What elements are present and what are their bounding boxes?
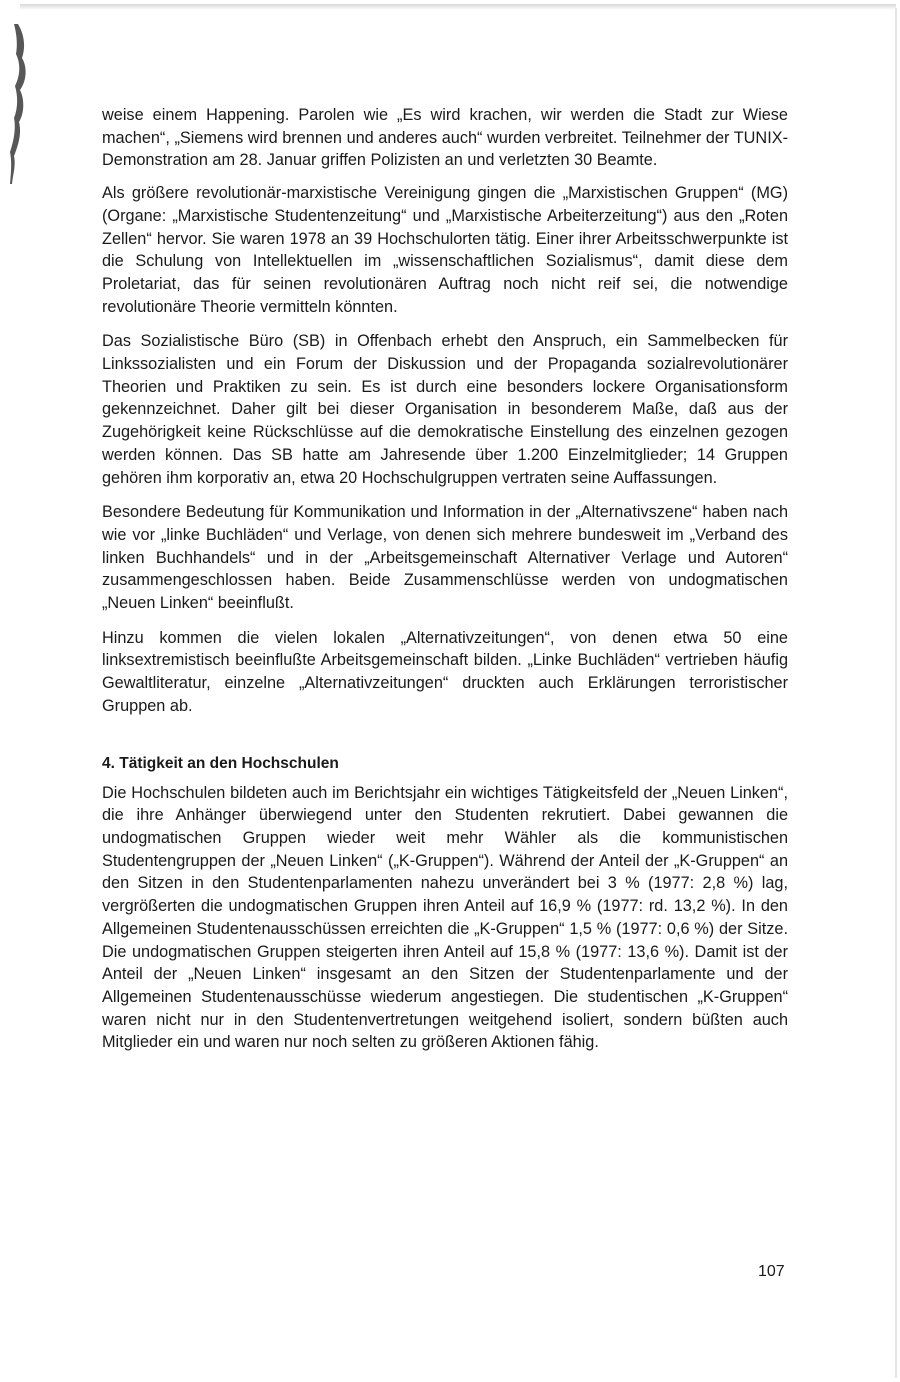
page-number: 107: [758, 1263, 785, 1280]
paragraph-hochschulen: Die Hochschulen bildeten auch im Berichtsjahr ein wichtiges Tätigkeitsfeld der „Neuen Linken“, die ihre Anhänger überwiegend unter den Studenten rekrutiert. Dabei gewannen die undogmatischen Gruppen wieder weit mehr Wähler als die kommunistischen Studentengruppen der „Neuen Linken“ („K-Gruppen“). Während der Anteil der „K-Gruppen“ an den Sitzen in den Studentenparlamenten nahezu unverändert bei 3 % (1977: 2,8 %) lag, vergrößerten die undogmatischen Gruppen ihren Anteil auf 16,9 % (1977: rd. 13,2 %). In den Allgemeinen Studentenausschüssen erreichten die „K-Gruppen“ 1,5 % (1977: 0,6 %) der Sitze. Die undogmatischen Gruppen steigerten ihren Anteil auf 15,8 % (1977: 13,6 %). Damit ist der Anteil der „Neuen Linken“ insgesamt an den Sitzen der Studentenparlamente und der Allgemeinen Studentenausschüsse wiederum angestiegen. Die studentischen „K-Gruppen“ waren nicht nur in den Studentenvertretungen weitgehend isoliert, sondern büßten auch Mitglieder ein und waren nur noch selten zu größeren Aktionen fähig.: [102, 783, 788, 1052]
paragraph-alternativzeitungen: Hinzu kommen die vielen lokalen „Alternativzeitungen“, von denen etwa 50 eine linksextremistisch beeinflußte Arbeitsgemeinschaft bilden. „Linke Buchläden“ vertrieben häufig Gewaltliteratur, einzelne „Alternativzeitungen“ druckten auch Erklärungen terroristischer Gruppen ab.: [102, 628, 788, 715]
body-text: [102, 104, 788, 1066]
binding-artifact-mark: [6, 24, 28, 184]
scan-right-edge: [895, 8, 897, 1378]
section-heading: 4. Tätigkeit an den Hochschulen: [102, 754, 339, 772]
scan-top-edge-shadow: [20, 4, 896, 10]
paragraph-alternativszene: Besondere Bedeutung für Kommunikation und Information in der „Alternativszene“ haben nach wie vor „linke Buchläden“ und Verlage, von denen sich mehrere bundesweit im „Verband des linken Buchhandels“ und in der „Arbeitsgemeinschaft Alternativer Verlage und Autoren“ zusammengeschlossen haben. Beide Zusammenschlüsse werden von undogmatischen „Neuen Linken“ beeinflußt.: [102, 503, 788, 613]
paragraph-sozialistisches-buero: Das Sozialistische Büro (SB) in Offenbach erhebt den Anspruch, ein Sammelbecken für Linkssozialisten und ein Forum der Diskussion und der Propaganda sozialrevolutionärer Theorien und Praktiken zu sein. Es ist durch eine besonders lockere Organisationsform gekennzeichnet. Daher gilt bei dieser Organisation in besonderem Maße, daß aus der Zugehörigkeit keine Rückschlüsse auf die demokratische Einstellung des einzelnen gezogen werden können. Das SB hatte am Jahresende über 1.200 Einzelmitglieder; 14 Gruppen gehören ihm korporativ an, etwa 20 Hochschulgruppen vertraten seine Auffassungen.: [102, 332, 788, 487]
paragraph-continuation: weise einem Happening. Parolen wie „Es wird krachen, wir werden die Stadt zur Wiese machen“, „Siemens wird brennen und anderes auch“ wurden verbreitet. Teilnehmer der TUNIX-Demonstration am 28. Januar griffen Polizisten an und verletzten 30 Beamte.: [102, 106, 788, 170]
paragraph-marxistische-gruppen: Als größere revolutionär-marxistische Vereinigung gingen die „Marxistischen Gruppen“ (MG) (Organe: „Marxistische Studentenzeitung“ und „Marxistische Arbeiterzeitung“) aus den „Roten Zellen“ hervor. Sie waren 1978 an 39 Hochschulorten tätig. Einer ihrer Arbeitsschwerpunkte ist die Schulung von Intellektuellen im „wissenschaftlichen Sozialismus“, damit diese dem Proletariat, das für seinen revolutionären Auftrag noch nicht reif sei, die notwendige revolutionäre Theorie vermitteln könnten.: [102, 184, 788, 316]
